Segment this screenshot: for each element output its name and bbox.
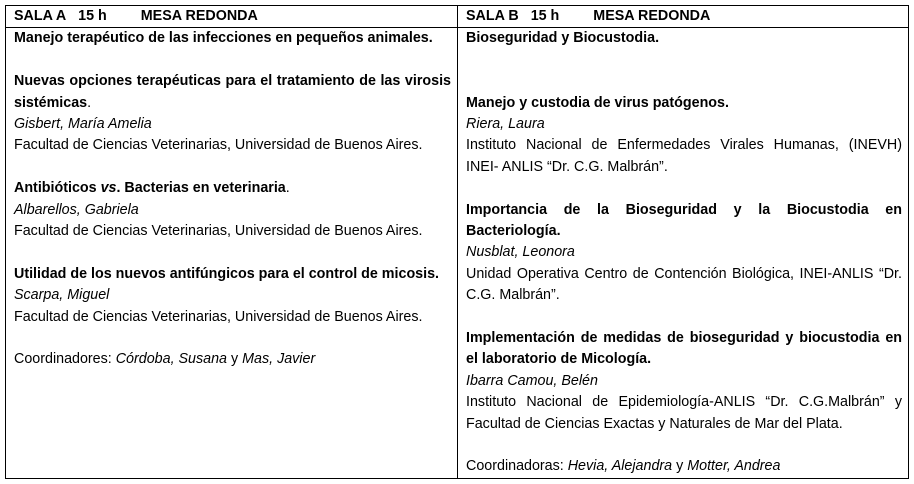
talk-institution: Facultad de Ciencias Veterinarias, Universidad de Buenos Aires.	[14, 137, 423, 154]
talk-institution: Instituto Nacional de Enfermedades Virales Humanas, (INEVH) INEI- ANLIS “Dr. C.G. Malbrán”.	[466, 137, 902, 175]
header-sala-a	[6, 6, 458, 28]
session-type: MESA REDONDA	[593, 8, 711, 24]
talk-title: Manejo y custodia de virus patógenos.	[466, 94, 729, 111]
talk-title: Utilidad de los nuevos antifúngicos para el control de micosis.	[14, 265, 440, 282]
session-type: MESA REDONDA	[140, 8, 258, 24]
coordinators: Coordinadoras: Hevia, Alejandra y Motter, Andrea	[466, 458, 781, 475]
talk-title: Importancia de la Bioseguridad y la Biocustodia en Bacteriología.	[466, 201, 902, 240]
sala-label: SALA B	[466, 8, 519, 24]
talk-institution: Instituto Nacional de Epidemiología-ANLIS “Dr. C.G.Malbrán” y Facultad de Ciencias Exactas y Naturales de Mar del Plata.	[466, 394, 902, 432]
talk-title: Nuevas opciones terapéuticas para el tratamiento de las virosis sistémicas.	[14, 73, 451, 111]
talk-title: Implementación de medidas de bioseguridad y biocustodia en el laboratorio de Micología.	[466, 330, 902, 368]
time-label: 15 h	[530, 8, 560, 24]
talk-author: Ibarra Camou, Belén	[466, 372, 598, 389]
content-row	[6, 28, 909, 478]
session-a-cell	[6, 28, 458, 478]
talk-author: Nusblat, Leonora	[466, 244, 575, 261]
talk-author: Riera, Laura	[466, 116, 545, 132]
session-b-cell	[458, 28, 909, 478]
talk-author: Scarpa, Miguel	[14, 287, 110, 304]
session-title: Manejo terapéutico de las infecciones en pequeños animales.	[14, 30, 433, 47]
header-row	[6, 6, 909, 28]
talk-institution: Facultad de Ciencias Veterinarias, Universidad de Buenos Aires.	[14, 223, 423, 240]
session-title: Bioseguridad y Biocustodia.	[466, 30, 660, 47]
header-sala-b	[458, 6, 909, 28]
talk-institution: Facultad de Ciencias Veterinarias, Universidad de Buenos Aires.	[14, 308, 423, 325]
time-label: 15 h	[78, 8, 107, 24]
talk-title: Antibióticos vs. Bacterias en veterinaria.	[14, 180, 290, 197]
program-table	[5, 5, 909, 479]
talk-author: Gisbert, María Amelia	[14, 116, 152, 133]
talk-institution: Unidad Operativa Centro de Contención Biológica, INEI-ANLIS “Dr. C.G. Malbrán”.	[466, 265, 902, 304]
sala-label: SALA A	[14, 8, 67, 24]
coordinators: Coordinadores: Córdoba, Susana y Mas, Javier	[14, 351, 316, 368]
talk-author: Albarellos, Gabriela	[14, 201, 139, 218]
